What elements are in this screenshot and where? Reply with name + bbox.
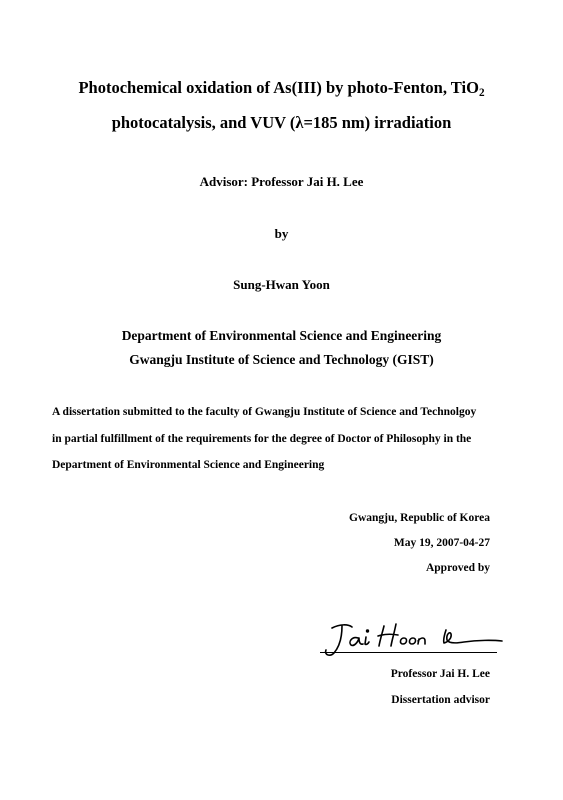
institute-line: Gwangju Institute of Science and Technology (GIST) [129,352,434,367]
by-label: by [274,226,289,241]
department-line-1: Department of Environmental Science and Engineering [121,328,442,343]
advisor-line: Advisor: Professor Jai H. Lee [199,174,364,189]
title-line-2: photocatalysis, and VUV (λ=185 nm) irradiation [111,113,452,132]
title-line-1-text: Photochemical oxidation of As(III) by photo-Fenton, TiO [78,78,479,97]
signature-line [320,652,497,653]
signer-name: Professor Jai H. Lee [390,668,490,680]
signer-role: Dissertation advisor [391,694,490,706]
place-text: Gwangju, Republic of Korea [349,512,490,524]
title-subscript: 2 [478,87,485,100]
statement-line-2: in partial fulfillment of the requirements for the degree of Doctor of Philosophy in the [52,433,472,445]
approved-by-label: Approved by [425,562,490,574]
title-line-1 [0,78,563,98]
statement-line-1: A dissertation submitted to the faculty of Gwangju Institute of Science and Technolgoy [52,406,477,418]
author-name: Sung-Hwan Yoon [233,277,330,292]
statement-line-3: Department of Environmental Science and Engineering [52,459,325,471]
date-text: May 19, 2007-04-27 [393,537,490,549]
